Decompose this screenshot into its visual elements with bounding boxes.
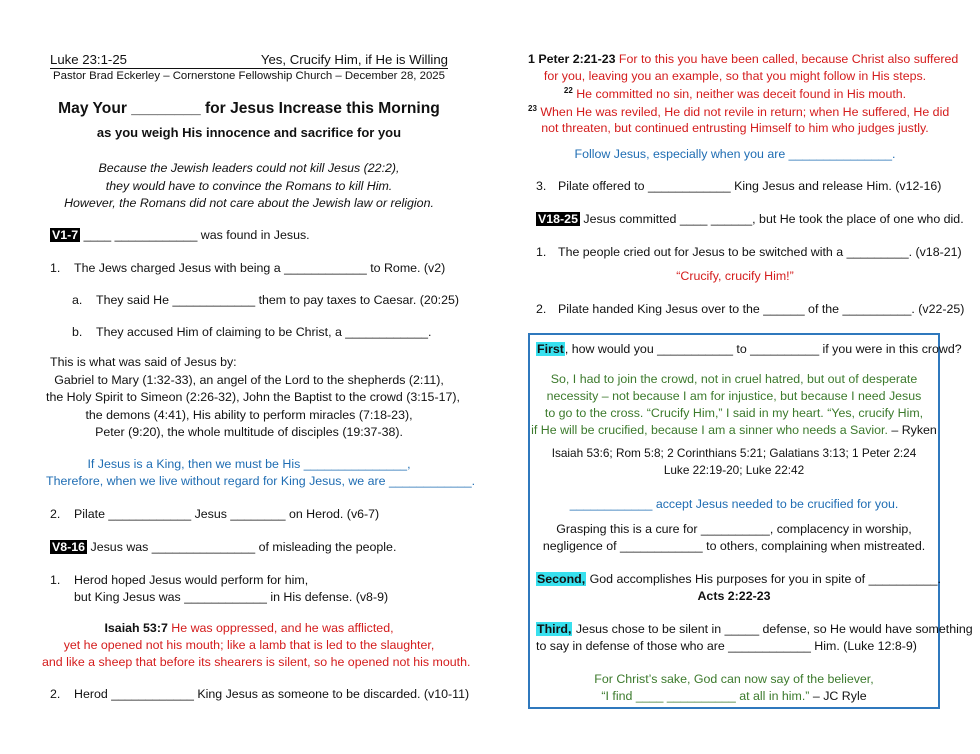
quote-author: – JC Ryle	[809, 689, 867, 703]
verse-number: 22	[563, 86, 573, 95]
point-1	[50, 261, 446, 275]
subtitle: as you weigh His innocence and sacrifice for you	[96, 125, 402, 140]
follow-line: Follow Jesus, especially when you are _______________.	[574, 147, 896, 161]
section-text: Jesus committed ____ ______, but He took the place of one who did.	[579, 212, 964, 226]
third-label: Third,	[537, 622, 572, 636]
said-line-2: the Holy Spirit to Simeon (2:26-32), John the Baptist to the crowd (3:15-17),	[46, 390, 460, 404]
point-1a	[72, 293, 460, 307]
header-ref: Luke 23:1-25	[50, 52, 127, 67]
header-line	[50, 52, 448, 69]
point-1b	[72, 325, 432, 339]
pastor-line: Pastor Brad Eckerley – Cornerstone Fellowship Church – December 28, 2025	[53, 70, 445, 82]
section-tag: V1-7	[52, 228, 79, 242]
third-point-cont: to say in defense of those who are ____________ Him. (Luke 12:8-9)	[536, 639, 917, 653]
point-text: The Jews charged Jesus with being a ____________ to Rome. (v2)	[74, 261, 446, 275]
cure-line-1: Grasping this is a cure for __________, complacency in worship,	[556, 522, 912, 536]
second-label: Second,	[537, 572, 586, 586]
said-intro: This is what was said of Jesus by:	[50, 355, 237, 369]
section-text: Jesus was _______________ of misleading the people.	[87, 540, 397, 554]
refs-line-1: Isaiah 53:6; Rom 5:8; 2 Corinthians 5:21; Galatians 3:13; 1 Peter 2:24	[551, 446, 917, 460]
king-line-2: Therefore, when we live without regard for King Jesus, we are ____________.	[46, 474, 476, 488]
said-line-3: the demons (4:41), His ability to perform miracles (7:18-23),	[85, 408, 413, 422]
point-number: 3.	[536, 179, 547, 193]
point-crowd-1	[536, 245, 962, 259]
third-point	[536, 622, 973, 636]
cure-line-2: negligence of ____________ to others, complaining when mistreated.	[542, 539, 926, 553]
point-crowd-2	[536, 302, 965, 316]
point-number: 2.	[536, 302, 547, 316]
ryken-quote-3: to go to the cross. “Crucify Him,” I said in my heart. “Yes, crucify Him,	[544, 406, 924, 420]
point-text: Pilate offered to ____________ King Jesus and release Him. (v12-16)	[558, 179, 942, 193]
point-number: a.	[72, 293, 83, 307]
point-herod-1	[50, 573, 309, 587]
ryken-quote-1: So, I had to join the crowd, not in cruel hatred, but out of desperate	[550, 372, 918, 386]
section-v18-25	[536, 212, 964, 226]
section-v8-16	[50, 540, 396, 554]
isaiah-line-2: yet he opened not his mouth; like a lamb that is led to the slaughter,	[63, 638, 435, 652]
said-line-1: Gabriel to Mary (1:32-33), an angel of the Lord to the shepherds (2:11),	[54, 373, 444, 387]
point-text: The people cried out for Jesus to be switched with a _________. (v18-21)	[558, 245, 962, 259]
point-number: 1.	[536, 245, 547, 259]
peter-ref: 1 Peter 2:21-23	[528, 52, 616, 66]
header-title: Yes, Crucify Him, if He is Willing	[260, 52, 448, 67]
point-number: 2.	[50, 507, 61, 521]
ryken-quote-2: necessity – not because I am for injustice, but because I need Jesus	[546, 389, 922, 403]
ryle-quote-1: For Christ’s sake, God can now say of the believer,	[594, 672, 874, 686]
point-text: They accused Him of claiming to be Christ, a ____________.	[96, 325, 432, 339]
peter-line-4	[528, 104, 950, 120]
point-text: They said He ____________ them to pay taxes to Caesar. (20:25)	[96, 293, 460, 307]
isaiah-ref: Isaiah 53:7	[104, 621, 168, 635]
intro-line-3: However, the Romans did not care about the Jewish law or religion.	[64, 196, 434, 210]
peter-line-1	[528, 52, 959, 66]
isaiah-line-3: and like a sheep that before its shearers is silent, so he opened not his mouth.	[42, 655, 471, 669]
application-box	[528, 333, 973, 709]
quote-author: – Ryken	[887, 423, 937, 437]
point-text: Herod hoped Jesus would perform for him,	[74, 573, 309, 587]
acts-ref: Acts 2:22-23	[697, 589, 771, 603]
peter-line-5: not threaten, but continued entrusting Himself to him who judges justly.	[541, 121, 929, 135]
quote-text: if He will be crucified, because I am a sinner who needs a Savior.	[531, 423, 888, 437]
peter-text: For to this you have been called, because Christ also suffered	[615, 52, 959, 66]
refs-line-2: Luke 22:19-20; Luke 22:42	[663, 463, 805, 477]
point-3	[536, 179, 942, 193]
first-text: , how would you ___________ to __________ if you were in this crowd?	[564, 342, 962, 356]
said-line-4: Peter (9:20), the whole multitude of disciples (19:37-38).	[95, 425, 403, 439]
ryle-quote-2	[530, 689, 938, 703]
peter-text: He committed no sin, neither was deceit found in His mouth.	[572, 87, 907, 102]
section-v1-7	[50, 228, 310, 242]
intro-line-1: Because the Jewish leaders could not kill Jesus (22:2),	[98, 161, 400, 175]
point-herod-1-cont: but King Jesus was ____________ in His defense. (v8-9)	[74, 590, 389, 604]
point-text: Herod ____________ King Jesus as someone to be discarded. (v10-11)	[74, 687, 470, 701]
second-text: God accomplishes His purposes for you in spite of __________.	[586, 572, 941, 586]
first-label: First	[537, 342, 564, 356]
first-point	[536, 342, 962, 356]
ryken-quote-4	[530, 423, 938, 437]
accept-line: ____________ accept Jesus needed to be crucified for you.	[569, 497, 899, 511]
isaiah-line-1	[46, 621, 452, 635]
point-herod-2	[50, 687, 470, 701]
point-number: b.	[72, 325, 83, 339]
point-number: 2.	[50, 687, 61, 701]
intro-line-2: they would have to convince the Romans to kill Him.	[105, 179, 393, 193]
verse-number: 23	[528, 104, 537, 113]
point-text: Pilate handed King Jesus over to the ______ of the __________. (v22-25)	[558, 302, 965, 316]
section-text: ____ ____________ was found in Jesus.	[80, 228, 310, 242]
third-text: Jesus chose to be silent in _____ defense, so He would have something	[572, 622, 973, 636]
second-point	[536, 572, 941, 586]
peter-line-2: for you, leaving you an example, so that you might follow in His steps.	[543, 69, 927, 83]
crucify-quote: “Crucify, crucify Him!”	[676, 269, 794, 283]
section-tag: V8-16	[52, 540, 86, 554]
section-tag: V18-25	[538, 212, 578, 226]
peter-line-3	[528, 86, 942, 101]
point-2	[50, 507, 380, 521]
peter-text: When He was reviled, He did not revile in return; when He suffered, He did	[536, 105, 950, 120]
main-title: May Your ________ for Jesus Increase this Morning	[58, 100, 440, 117]
point-number: 1.	[50, 261, 61, 275]
quote-text: “I find ____ __________ at all in him.”	[601, 689, 810, 703]
king-line-1: If Jesus is a King, then we must be His _______________,	[87, 457, 411, 471]
isaiah-text: He was oppressed, and he was afflicted,	[167, 621, 394, 635]
point-number: 1.	[50, 573, 61, 587]
point-text: Pilate ____________ Jesus ________ on Herod. (v6-7)	[74, 507, 380, 521]
